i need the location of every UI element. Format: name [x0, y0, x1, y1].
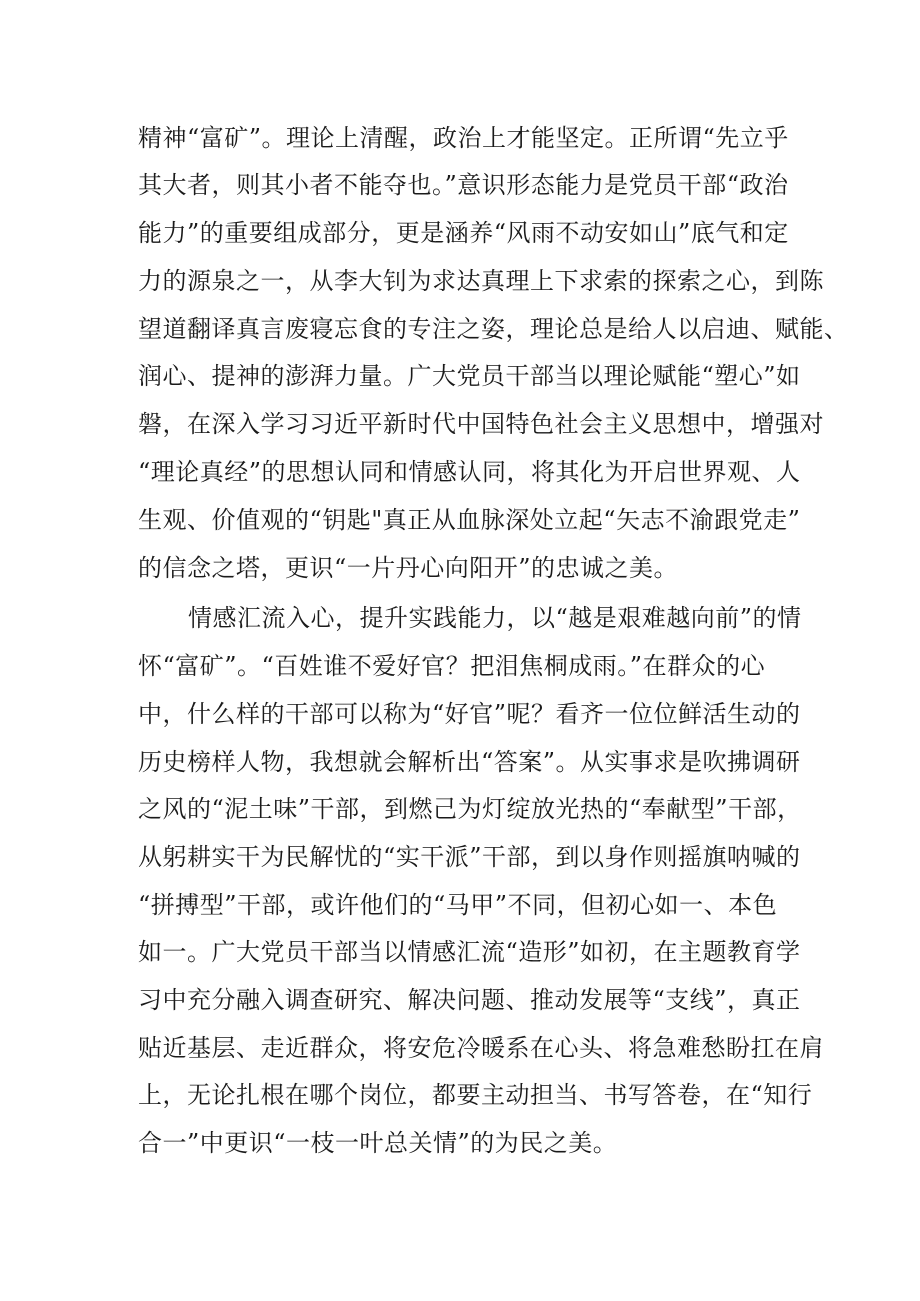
- text-line: “理论真经”的思想认同和情感认同，将其化为开启世界观、人: [138, 458, 801, 486]
- text-line: 情感汇流入心，提升实践能力，以“越是艰难越向前”的情: [188, 604, 802, 632]
- text-line: 望道翻译真言废寝忘食的专注之姿，理论总是给人以启迪、赋能、: [138, 315, 849, 343]
- text-line: 的信念之塔，更识“一片丹心向阳开”的忠诚之美。: [138, 554, 679, 582]
- text-line: 润心、提神的澎湃力量。广大党员干部当以理论赋能“塑心”如: [138, 362, 801, 390]
- text-line: 生观、价值观的“钥匙"真正从血脉深处立起“矢志不渝跟党走”: [138, 506, 801, 534]
- text-line: 力的源泉之一，从李大钊为求达真理上下求索的探索之心，到陈: [138, 267, 824, 295]
- text-line: 能力”的重要组成部分，更是涵养“风雨不动安如山”底气和定: [138, 219, 789, 247]
- text-line: 怀“富矿”。“百姓谁不爱好官？把泪焦桐成雨。”在群众的心: [138, 652, 766, 680]
- text-line: 上，无论扎根在哪个岗位，都要主动担当、书写答卷，在“知行: [138, 1081, 813, 1109]
- text-line: 从躬耕实干为民解忧的“实干派”干部，到以身作则摇旗呐喊的: [138, 843, 801, 871]
- text-line: 其大者，则其小者不能夺也。”意识形态能力是党员干部“政治: [138, 171, 789, 199]
- text-line: 精神“富矿”。理论上清醒，政治上才能坚定。正所谓“先立乎: [138, 124, 789, 152]
- text-line: 贴近基层、走近群众，将安危冷暖系在心头、将急难愁盼扛在肩: [138, 1034, 824, 1062]
- text-line: 合一”中更识“一枝一叶总关情”的为民之美。: [138, 1129, 618, 1157]
- text-line: 之风的“泥土味”干部，到燃己为灯绽放光热的“奉献型”干部，: [138, 795, 802, 823]
- text-line: 习中充分融入调查研究、解决问题、推动发展等“支线”，真正: [138, 986, 801, 1014]
- text-line: 中，什么样的干部可以称为“好官”呢？看齐一位位鲜活生动的: [138, 700, 801, 728]
- text-line: 磐，在深入学习习近平新时代中国特色社会主义思想中，增强对: [138, 410, 824, 438]
- text-line: 如一。广大党员干部当以情感汇流“造形”如初，在主题教育学: [138, 938, 801, 966]
- text-line: 历史榜样人物，我想就会解析出“答案”。从实事求是吹拂调研: [138, 748, 801, 776]
- text-line: “拼搏型”干部，或许他们的“马甲”不同，但初心如一、本色: [138, 891, 778, 919]
